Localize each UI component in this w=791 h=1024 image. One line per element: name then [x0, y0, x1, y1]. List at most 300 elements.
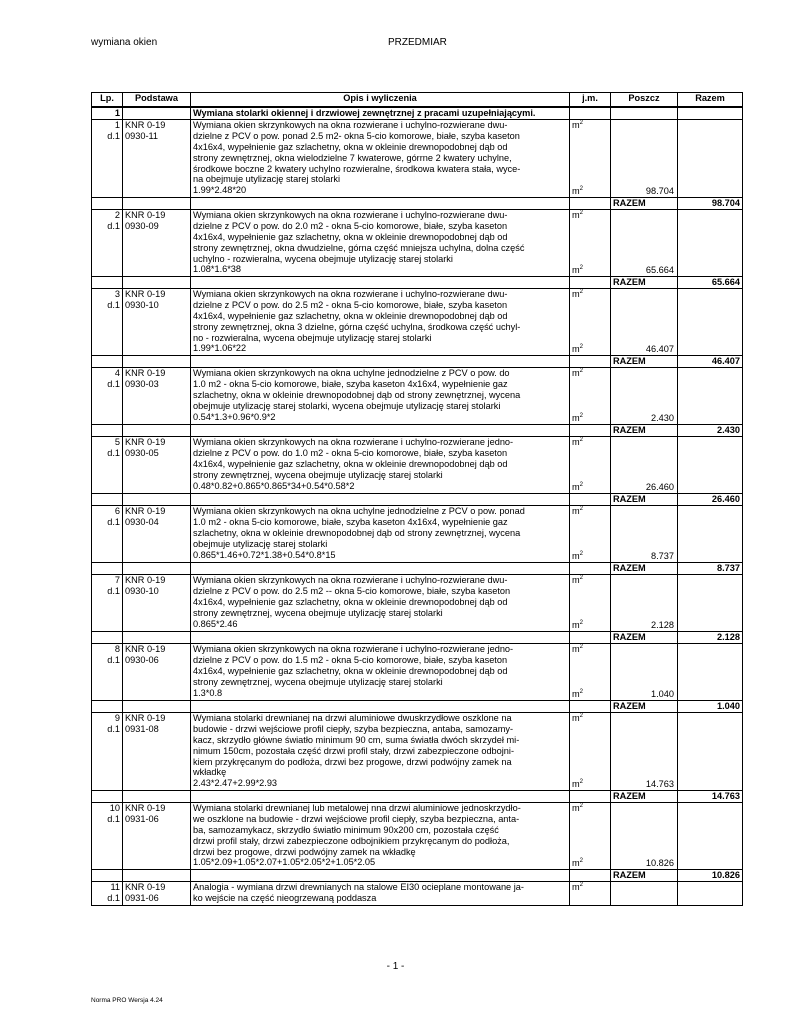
item-catalog: KNR 0-19: [125, 506, 166, 516]
item-description-line: Wymiana okien skrzynkowych na okna rozwierane i uchylno-rozwierane jedno-: [193, 644, 514, 654]
item-description: [191, 210, 570, 277]
item-description-line: obejmuje utylizację starej stolarki, wycena obejmuje utylizację starej stolarki: [193, 400, 501, 411]
item-total-empty: [678, 368, 743, 425]
unit-exponent: 2: [579, 344, 583, 351]
unit-base: m: [572, 644, 580, 654]
item-description-line: 4x16x4, wypełnienie gaz szlachetny, okna w okleinie drewnopodobnej dąb od: [193, 596, 508, 607]
document-type-title: PRZEDMIAR: [388, 37, 447, 48]
razem-label: RAZEM: [611, 791, 678, 803]
unit-exponent: 2: [579, 858, 583, 865]
razem-empty: [191, 701, 570, 713]
item-podstawa: [123, 644, 191, 701]
item-description-line: Wymiana stolarki drewnianej lub metalowej nna drzwi aluminiowe jednoskrzydło-: [193, 803, 521, 813]
item-row: [92, 713, 743, 791]
unit-label: [572, 779, 583, 790]
razem-value: 98.704: [678, 198, 743, 210]
razem-label: RAZEM: [611, 563, 678, 575]
unit-label: [572, 186, 583, 197]
item-quantity-value: 2.430: [651, 413, 674, 424]
item-quantity-value: 8.737: [651, 551, 674, 562]
item-unit: [570, 368, 611, 425]
unit-exponent: 2: [579, 689, 583, 696]
razem-value: 46.407: [678, 356, 743, 368]
razem-row: [92, 632, 743, 644]
item-catalog: KNR 0-19: [125, 644, 166, 654]
item-formula: 0.865*2.46: [193, 618, 238, 629]
item-lp: [92, 882, 123, 906]
item-catalog: KNR 0-19: [125, 882, 166, 892]
item-number: 10: [109, 803, 120, 813]
item-description-line: 4x16x4, wypełnienie gaz szlachetny, okna w okleinie drewnopodobnej dąb od: [193, 231, 508, 242]
item-quantity-value: 65.664: [645, 265, 674, 276]
razem-empty: [570, 277, 611, 289]
item-description-line: nimum 150cm, pozostała część drzwi profil stały, drzwi zabezpieczone odbojni-: [193, 745, 515, 756]
col-header-jm: j.m.: [570, 93, 611, 108]
unit-base: m: [572, 210, 580, 220]
razem-row: [92, 870, 743, 882]
item-description-line: dzielne z PCV o pow. do 2.5 m2 - okna 5-cio komorowe, białe, szyba kaseton: [193, 299, 508, 310]
item-description-line: na obejmuje utylizację starej stolarki: [193, 174, 341, 185]
item-podstawa: [123, 120, 191, 198]
item-description-line: strony zewnętrznej, wycena obejmuje utylizację starej stolarki: [193, 607, 443, 618]
razem-value: 2.430: [678, 425, 743, 437]
item-unit: [570, 575, 611, 632]
item-description-line: Wymiana okien skrzynkowych na okna uchylne jednodzielne z PCV o pow. ponad: [193, 506, 525, 516]
unit-base: m: [572, 482, 580, 493]
razem-label: RAZEM: [611, 870, 678, 882]
razem-empty: [123, 632, 191, 644]
item-lp: [92, 803, 123, 870]
item-description-line: szlachetny, okna w okleinie drewnopodobnej dąb od strony zewnętrznej, wycena: [193, 527, 521, 538]
item-position: 0930-05: [125, 447, 159, 458]
item-number: 8: [114, 644, 120, 654]
item-podstawa: [123, 803, 191, 870]
item-catalog: KNR 0-19: [125, 803, 166, 813]
item-number: 11: [110, 882, 120, 892]
item-description-line: Wymiana stolarki drewnianej na drzwi aluminiowe dwuskrzydłowe oszklone na: [193, 713, 512, 723]
item-description-line: strony zewnętrznej, okna wielodzielne 7 kwaterowe, górrne 2 kwatery uchylne,: [193, 152, 512, 163]
item-description-line: dzielne z PCV o pow. do 1.0 m2 - okna 5-cio komorowe, białe, szyba kaseton: [193, 447, 508, 458]
item-row: [92, 368, 743, 425]
item-quantity-value: 98.704: [645, 186, 674, 197]
section-row: [92, 107, 743, 120]
razem-empty: [570, 356, 611, 368]
unit-exponent: 2: [579, 713, 583, 719]
razem-empty: [570, 870, 611, 882]
unit-base: m: [572, 858, 580, 869]
item-quantity: [611, 803, 678, 870]
item-unit: [570, 713, 611, 791]
section-title: Wymiana stolarki okiennej i drzwiowej zewnętrznej z pracami uzupełniającymi.: [191, 107, 570, 120]
item-position: 0930-06: [125, 654, 159, 665]
item-description-line: 4x16x4, wypełnienie gaz szlachetny, okna w okleinie drewnopodobnej dąb od: [193, 310, 508, 321]
item-formula: 0.54*1.3+0.96*0.9*2: [193, 411, 276, 422]
razem-label: RAZEM: [611, 632, 678, 644]
unit-label: [572, 858, 583, 869]
razem-empty: [191, 632, 570, 644]
unit-base: m: [572, 620, 580, 631]
item-quantity: [611, 644, 678, 701]
razem-row: [92, 563, 743, 575]
razem-row: [92, 198, 743, 210]
software-version: Norma PRO Wersja 4.24: [91, 997, 163, 1004]
unit-label: [572, 644, 583, 655]
item-unit: [570, 644, 611, 701]
item-description-line: dzielne z PCV o pow. ponad 2.5 m2- okna 5-cio komorowe, białe, szyba kaseton: [193, 130, 520, 141]
section-number: 1: [92, 107, 123, 120]
item-description: [191, 803, 570, 870]
item-unit: [570, 506, 611, 563]
unit-label: [572, 506, 583, 517]
unit-base: m: [572, 437, 580, 447]
item-quantity: [611, 437, 678, 494]
item-description-line: 4x16x4, wypełnienie gaz szlachetny, okna w okleinie drewnopodobnej dąb od: [193, 665, 508, 676]
item-dzial: d.1: [107, 130, 120, 141]
item-quantity: [611, 210, 678, 277]
razem-empty: [123, 791, 191, 803]
col-header-opis: Opis i wyliczenia: [191, 93, 570, 108]
item-quantity: [611, 120, 678, 198]
razem-empty: [92, 632, 123, 644]
item-podstawa: [123, 506, 191, 563]
table-header-row: [92, 93, 743, 108]
unit-exponent: 2: [579, 210, 583, 216]
unit-exponent: 2: [579, 779, 583, 786]
item-description: [191, 713, 570, 791]
item-number: 7: [114, 575, 120, 585]
item-total-empty: [678, 120, 743, 198]
unit-base: m: [572, 506, 580, 516]
item-formula: 1.99*1.06*22: [193, 343, 247, 354]
item-formula: 1.05*2.09+1.05*2.07+1.05*2.05*2+1.05*2.05: [193, 857, 376, 868]
item-catalog: KNR 0-19: [125, 437, 166, 447]
item-description-line: strony zewnętrznej, wycena obejmuje utylizację starej stolarki: [193, 676, 443, 687]
item-quantity: [611, 368, 678, 425]
item-lp: [92, 120, 123, 198]
item-description-line: no - rozwieralna, wycena obejmuje utylizację starej stolarki: [193, 332, 432, 343]
unit-exponent: 2: [579, 882, 583, 888]
razem-empty: [191, 425, 570, 437]
item-unit: [570, 437, 611, 494]
item-position: 0930-04: [125, 516, 159, 527]
unit-label: [572, 437, 583, 448]
item-position: 0930-11: [125, 130, 159, 141]
razem-empty: [570, 701, 611, 713]
item-description: [191, 506, 570, 563]
item-description-line: we oszklone na budowie - drzwi wejściowe profil ciepły, szyba bezpieczna, anta-: [193, 813, 520, 824]
item-description-line: Wymiana okien skrzynkowych na okna rozwierane i uchylno-rozwierane dwu-: [193, 575, 508, 585]
item-lp: [92, 210, 123, 277]
item-podstawa: [123, 210, 191, 277]
item-description-line: obejmuje utylizację starej stolarki: [193, 538, 328, 549]
unit-label: [572, 120, 583, 131]
section-empty: [611, 107, 678, 120]
item-quantity-value: 26.460: [645, 482, 674, 493]
item-row: [92, 575, 743, 632]
unit-label: [572, 689, 583, 700]
razem-value: 26.460: [678, 494, 743, 506]
item-formula: 1.08*1.6*38: [193, 264, 242, 275]
razem-row: [92, 356, 743, 368]
razem-row: [92, 701, 743, 713]
item-description-line: Wymiana okien skrzynkowych na okna rozwierane i uchylno-rozwierane dwu-: [193, 120, 508, 130]
item-position: 0931-06: [125, 813, 159, 824]
unit-exponent: 2: [579, 120, 583, 126]
razem-row: [92, 425, 743, 437]
item-dzial: d.1: [107, 447, 120, 458]
item-unit: [570, 289, 611, 356]
razem-empty: [123, 494, 191, 506]
razem-empty: [191, 277, 570, 289]
unit-exponent: 2: [579, 289, 583, 295]
item-quantity-value: 46.407: [645, 344, 674, 355]
razem-empty: [92, 198, 123, 210]
unit-base: m: [572, 575, 580, 585]
razem-empty: [92, 356, 123, 368]
unit-base: m: [572, 803, 580, 813]
item-description: [191, 644, 570, 701]
item-total-empty: [678, 437, 743, 494]
unit-exponent: 2: [579, 368, 583, 374]
unit-exponent: 2: [579, 551, 583, 558]
item-unit: [570, 120, 611, 198]
item-formula: 1.99*2.48*20: [193, 185, 247, 196]
item-formula: 1.3*0.8: [193, 687, 223, 698]
unit-label: [572, 344, 583, 355]
item-total-empty: [678, 644, 743, 701]
razem-empty: [191, 356, 570, 368]
razem-label: RAZEM: [611, 277, 678, 289]
item-description: [191, 575, 570, 632]
item-description-line: 4x16x4, wypełnienie gaz szlachetny, okna w okleinie drewnopodobnej dąb od: [193, 458, 508, 469]
item-description-line: uchylno - rozwieralna, wycena obejmuje utylizację starej stolarki: [193, 253, 453, 264]
unit-base: m: [572, 120, 580, 130]
item-row: [92, 882, 743, 906]
unit-exponent: 2: [579, 265, 583, 272]
item-unit: [570, 882, 611, 906]
item-dzial: d.1: [107, 813, 120, 824]
razem-empty: [92, 701, 123, 713]
item-catalog: KNR 0-19: [125, 210, 166, 220]
razem-row: [92, 277, 743, 289]
unit-label: [572, 713, 583, 724]
unit-base: m: [572, 551, 580, 562]
razem-label: RAZEM: [611, 425, 678, 437]
item-row: [92, 210, 743, 277]
item-row: [92, 120, 743, 198]
item-lp: [92, 713, 123, 791]
item-dzial: d.1: [107, 220, 120, 231]
razem-empty: [191, 563, 570, 575]
unit-base: m: [572, 344, 580, 355]
razem-empty: [570, 791, 611, 803]
item-position: 0930-10: [125, 299, 159, 310]
unit-exponent: 2: [579, 437, 583, 443]
unit-label: [572, 803, 583, 814]
item-dzial: d.1: [107, 892, 120, 903]
razem-empty: [92, 791, 123, 803]
razem-empty: [570, 494, 611, 506]
item-quantity: [611, 289, 678, 356]
item-podstawa: [123, 882, 191, 906]
col-header-razem: Razem: [678, 93, 743, 108]
item-description-line: dzielne z PCV o pow. do 1.5 m2 - okna 5-cio komorowe, białe, szyba kaseton: [193, 654, 508, 665]
item-total-empty: [678, 713, 743, 791]
razem-empty: [123, 356, 191, 368]
razem-label: RAZEM: [611, 198, 678, 210]
item-formula: 0.865*1.46+0.72*1.38+0.54*0.8*15: [193, 549, 336, 560]
item-description-line: Wymiana okien skrzynkowych na okna rozwierane i uchylno-rozwierane dwu-: [193, 289, 508, 299]
unit-label: [572, 368, 583, 379]
razem-value: 14.763: [678, 791, 743, 803]
razem-row: [92, 494, 743, 506]
item-description: [191, 437, 570, 494]
item-total-empty: [678, 506, 743, 563]
col-header-poszcz: Poszcz: [611, 93, 678, 108]
item-dzial: d.1: [107, 299, 120, 310]
unit-label: [572, 575, 583, 586]
item-catalog: KNR 0-19: [125, 120, 166, 130]
item-description-line: Analogia - wymiana drzwi drewnianych na stalowe EI30 ocieplane montowane ja-: [193, 882, 524, 892]
section-empty: [123, 107, 191, 120]
item-description-line: drzwi bez progowe, drzwi podwójny zamek na wkładkę: [193, 846, 416, 857]
item-number: 9: [114, 713, 120, 723]
item-total-empty: [678, 210, 743, 277]
unit-label: [572, 482, 583, 493]
item-description-line: wkładkę: [193, 767, 227, 778]
razem-value: 8.737: [678, 563, 743, 575]
item-description-line: środkowe boczne 2 kwatery uchylno rozwieralne, środkowa kwatera stała, wyce-: [193, 163, 521, 174]
unit-label: [572, 882, 583, 893]
item-description-line: dzielne z PCV o pow. do 2.0 m2 - okna 5-cio komorowe, białe, szyba kaseton: [193, 220, 508, 231]
unit-base: m: [572, 882, 580, 892]
unit-base: m: [572, 368, 580, 378]
item-row: [92, 644, 743, 701]
unit-label: [572, 210, 583, 221]
item-number: 4: [114, 368, 120, 378]
item-quantity-value: 14.763: [645, 779, 674, 790]
item-podstawa: [123, 368, 191, 425]
razem-empty: [92, 425, 123, 437]
unit-label: [572, 413, 583, 424]
unit-label: [572, 551, 583, 562]
item-description-line: strony zewnętrznej, okna dwudzielne, górna część mniejsza uchylna, dolna część: [193, 242, 525, 253]
unit-exponent: 2: [579, 575, 583, 581]
razem-empty: [92, 277, 123, 289]
item-dzial: d.1: [107, 723, 120, 734]
item-description: [191, 882, 570, 906]
item-description-line: strony zewnętrznej, okna 3 dzielne, górna część uchylna, środkowa część uchyl-: [193, 321, 521, 332]
item-quantity-value: 2.128: [651, 620, 674, 631]
item-dzial: d.1: [107, 378, 120, 389]
item-podstawa: [123, 289, 191, 356]
item-description-line: Wymiana okien skrzynkowych na okna uchylne jednodzielne z PCV o pow. do: [193, 368, 510, 378]
item-number: 1: [114, 120, 120, 130]
item-description: [191, 368, 570, 425]
unit-exponent: 2: [579, 186, 583, 193]
item-catalog: KNR 0-19: [125, 368, 166, 378]
unit-exponent: 2: [579, 482, 583, 489]
unit-base: m: [572, 779, 580, 790]
item-description: [191, 120, 570, 198]
unit-base: m: [572, 186, 580, 197]
item-description-line: dzielne z PCV o pow. do 2.5 m2 -- okna 5-cio komorowe, białe, szyba kaseton: [193, 585, 511, 596]
item-description-line: ba, samozamykacz, skrzydło światło minimum 90x200 cm, pozostała część: [193, 824, 499, 835]
item-description-line: Wymiana okien skrzynkowych na okna rozwierane i uchylno-rozwierane dwu-: [193, 210, 508, 220]
document-name: wymiana okien: [91, 37, 158, 48]
item-number: 3: [114, 289, 120, 299]
unit-exponent: 2: [579, 644, 583, 650]
item-description-line: drzwi profil stały, drzwi zabezpieczone odbojnikiem przykręcanym do podłoża,: [193, 835, 510, 846]
item-total-empty: [678, 803, 743, 870]
unit-label: [572, 265, 583, 276]
unit-exponent: 2: [579, 620, 583, 627]
item-lp: [92, 575, 123, 632]
razem-empty: [92, 870, 123, 882]
item-formula: 2.43*2.47+2.99*2.93: [193, 778, 278, 789]
razem-empty: [570, 425, 611, 437]
section-empty: [678, 107, 743, 120]
item-catalog: KNR 0-19: [125, 575, 166, 585]
item-podstawa: [123, 575, 191, 632]
page-number: - 1 -: [386, 961, 405, 972]
item-dzial: d.1: [107, 654, 120, 665]
item-position: 0931-08: [125, 723, 159, 734]
item-lp: [92, 506, 123, 563]
item-description-line: Wymiana okien skrzynkowych na okna rozwierane i uchylno-rozwierane jedno-: [193, 437, 514, 447]
razem-empty: [123, 198, 191, 210]
unit-exponent: 2: [579, 803, 583, 809]
item-quantity: [611, 882, 678, 906]
razem-empty: [191, 494, 570, 506]
item-lp: [92, 644, 123, 701]
item-catalog: KNR 0-19: [125, 713, 166, 723]
razem-value: 1.040: [678, 701, 743, 713]
item-lp: [92, 289, 123, 356]
unit-exponent: 2: [579, 506, 583, 512]
item-podstawa: [123, 437, 191, 494]
razem-empty: [123, 563, 191, 575]
unit-base: m: [572, 265, 580, 276]
razem-label: RAZEM: [611, 356, 678, 368]
unit-label: [572, 620, 583, 631]
unit-base: m: [572, 713, 580, 723]
item-number: 6: [114, 506, 120, 516]
razem-row: [92, 791, 743, 803]
item-total-empty: [678, 289, 743, 356]
item-row: [92, 506, 743, 563]
item-formula: 0.48*0.82+0.865*0.865*34+0.54*0.58*2: [193, 480, 355, 491]
item-quantity-value: 1.040: [651, 689, 674, 700]
razem-label: RAZEM: [611, 701, 678, 713]
col-header-lp: Lp.: [92, 93, 123, 108]
item-dzial: d.1: [107, 516, 120, 527]
razem-label: RAZEM: [611, 494, 678, 506]
razem-empty: [191, 791, 570, 803]
item-unit: [570, 210, 611, 277]
razem-value: 2.128: [678, 632, 743, 644]
item-description-line: 4x16x4, wypełnienie gaz szlachetny, okna w okleinie drewnopodobnej dąb od: [193, 141, 508, 152]
item-row: [92, 289, 743, 356]
item-lp: [92, 437, 123, 494]
item-description: [191, 289, 570, 356]
razem-empty: [92, 494, 123, 506]
item-formula: ko wejście na część nieogrzewaną poddasza: [193, 892, 377, 903]
unit-base: m: [572, 289, 580, 299]
razem-empty: [191, 870, 570, 882]
item-quantity: [611, 506, 678, 563]
item-dzial: d.1: [107, 585, 120, 596]
